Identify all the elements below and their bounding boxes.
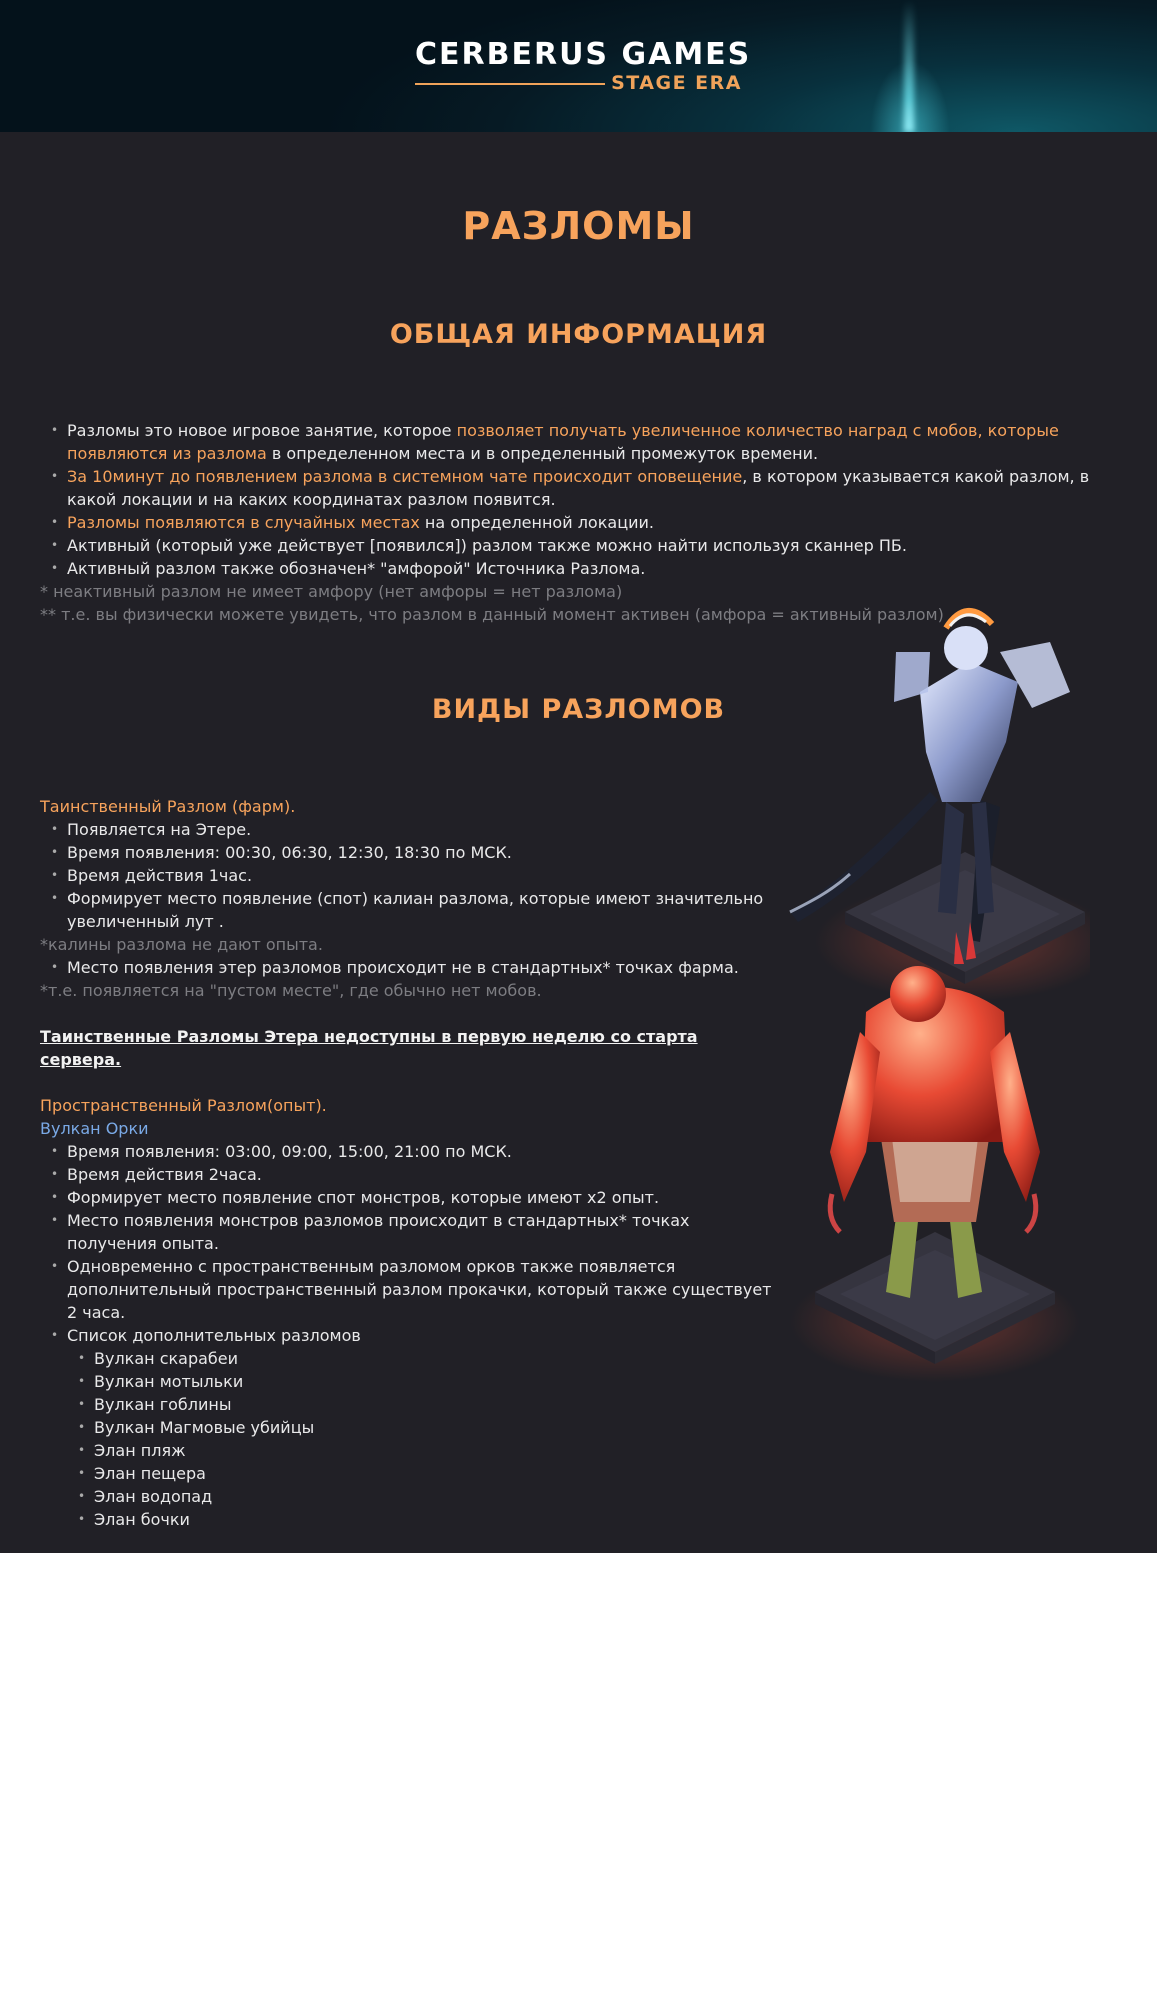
- list-item: • За 10минут до появлением разлома в системном чате происходит оповещение, в котором указывается какой разлом, в какой локации и на каких координатах разлом появится.: [67, 465, 1110, 511]
- list-item: • Одновременно с пространственным разломом орков также появляется дополнительный пространственный разлом прокачки, который также существует 2 часа.: [67, 1255, 780, 1324]
- farm-rift-title: Таинственный Разлом (фарм).: [40, 797, 296, 816]
- list-item: • Время появления: 03:00, 09:00, 15:00, 21:00 по МСК.: [67, 1140, 780, 1163]
- list-item: [67, 1324, 780, 1531]
- list-item: • Элан водопад: [94, 1485, 780, 1508]
- footnote: *калины разлома не дают опыта.: [40, 935, 323, 954]
- farm-rift-extra-list: [40, 956, 780, 979]
- list-item: • Место появления этер разломов происходит не в стандартных* точках фарма.: [67, 956, 780, 979]
- list-item: • Время появления: 00:30, 06:30, 12:30, 18:30 по МСК.: [67, 841, 780, 864]
- list-item: • Вулкан мотыльки: [94, 1370, 780, 1393]
- logo-underline: [415, 83, 605, 85]
- list-item: • Элан пещера: [94, 1462, 780, 1485]
- list-item: • Вулкан Магмовые убийцы: [94, 1416, 780, 1439]
- list-item: • Вулкан гоблины: [94, 1393, 780, 1416]
- list-item: • Формирует место появление (спот) калиан разлома, которые имеют значительно увеличенный лут .: [67, 887, 780, 933]
- list-item: • Элан бочки: [94, 1508, 780, 1531]
- list-item: • Появляется на Этере.: [67, 818, 780, 841]
- logo-brand: CERBERUS GAMES: [415, 37, 752, 72]
- footnote: * неактивный разлом не имеет амфору (нет амфоры = нет разлома): [40, 582, 623, 601]
- list-item: • Активный разлом также обозначен* "амфорой" Источника Разлома.: [67, 557, 1110, 580]
- farm-rift-list: [40, 818, 780, 933]
- logo-tagline: STAGE ERA: [611, 72, 742, 94]
- exp-rift-subtitle: Вулкан Орки: [40, 1119, 149, 1138]
- list-item: • Время действия 2часа.: [67, 1163, 780, 1186]
- farm-rift-warning: Таинственные Разломы Этера недоступны в первую неделю со старта сервера.: [40, 1027, 698, 1069]
- list-item: • Активный (который уже действует [появился]) разлом также можно найти используя сканнер ПБ.: [67, 534, 1110, 557]
- logo[interactable]: [415, 37, 752, 97]
- footnote: *т.е. появляется на "пустом месте", где обычно нет мобов.: [40, 981, 542, 1000]
- page-title: РАЗЛОМЫ: [462, 204, 695, 248]
- list-item: • Место появления монстров разломов происходит в стандартных* точках получения опыта.: [67, 1209, 780, 1255]
- exp-rift-title: Пространственный Разлом(опыт).: [40, 1096, 327, 1115]
- extra-rifts-list: [67, 1347, 780, 1531]
- light-glow-decoration: [870, 60, 950, 132]
- rift-types-section: [40, 795, 780, 1531]
- footnote: ** т.е. вы физически можете увидеть, что разлом в данный момент активен (амфора = активный разлом): [40, 605, 944, 624]
- list-item: • Вулкан скарабеи: [94, 1347, 780, 1370]
- site-header: [0, 0, 1157, 132]
- list-item: • Элан пляж: [94, 1439, 780, 1462]
- list-item: • Время действия 1час.: [67, 864, 780, 887]
- orc-figure-image: [770, 902, 1090, 1402]
- list-item: • Формирует место появление спот монстров, которые имеют x2 опыт.: [67, 1186, 780, 1209]
- rift-types-heading: ВИДЫ РАЗЛОМОВ: [431, 694, 726, 725]
- list-item: • Разломы это новое игровое занятие, которое позволяет получать увеличенное количество наград с мобов, которые появляются из разлома в определенном места и в определенный промежуток времени.: [67, 419, 1110, 465]
- list-item: • Разломы появляются в случайных местах на определенной локации.: [67, 511, 1110, 534]
- general-info-heading: ОБЩАЯ ИНФОРМАЦИЯ: [389, 319, 768, 350]
- content-area: [0, 132, 1157, 1553]
- extra-rifts-label: Список дополнительных разломов: [67, 1326, 361, 1345]
- exp-rift-list: [40, 1140, 780, 1531]
